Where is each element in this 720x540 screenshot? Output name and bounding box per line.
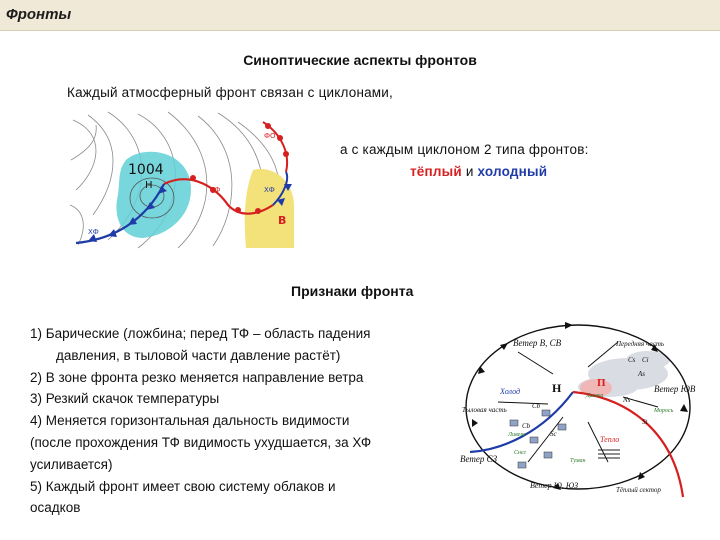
sign-line: 1) Барические (ложбина; перед ТФ – область падения (30, 326, 371, 341)
sign-line: 3) Резкий скачок температуры (30, 391, 220, 407)
diagram-haze: Дымка (586, 393, 604, 399)
sign-line: осадков (30, 500, 81, 516)
map-cold-front-label: ХФ (88, 228, 99, 236)
map-warm-front-label: ТФ (210, 186, 221, 194)
synoptic-map (68, 110, 296, 250)
map-pressure-label: 1004 (128, 162, 164, 178)
slide-title: Синоптические аспекты фронтов (243, 52, 477, 68)
sign-line: (после прохождения ТФ видимость ухудшается, за ХФ (30, 434, 372, 450)
diagram-snow: Снег (514, 450, 526, 456)
sign-line: давления, в тыловой части давление растёт) (56, 347, 341, 363)
diagram-wind-right: Ветер ЮВ (654, 384, 696, 394)
header-title: Фронты (6, 6, 72, 23)
cold-front-word: холодный (477, 164, 548, 179)
diagram-wind-top: Ветер В, СВ (513, 338, 562, 348)
map-cold-front-label-right: ХФ (264, 186, 275, 194)
front-types-text: а с каждым циклоном 2 типа фронтов: (340, 142, 589, 157)
sign-line: усиливается) (30, 456, 113, 472)
diagram-downpour: Ливень (508, 432, 527, 438)
diagram-fog: Туман (570, 458, 586, 464)
diagram-rear-part: Тыловая часть (462, 406, 507, 414)
header-bar (0, 0, 720, 31)
cloud-label: Cb (532, 402, 541, 410)
diagram-cold-label: Холод (500, 387, 521, 396)
diagram-front-part: Передняя часть (616, 340, 665, 348)
diagram-low-label: Н (552, 381, 562, 395)
cloud-label: Ns (623, 396, 631, 404)
cloud-label: Cb (522, 422, 531, 430)
signs-list (30, 323, 460, 519)
diagram-high-label: П (597, 377, 606, 389)
sign-line: 5) Каждый фронт имеет свою систему облаков и (30, 478, 336, 494)
map-occlusion-label: ФО (264, 132, 276, 140)
signs-title: Признаки фронта (291, 283, 414, 299)
map-low-label: Н (145, 180, 153, 191)
cloud-label: St (642, 418, 648, 426)
map-high-label: В (278, 214, 287, 227)
diagram-drizzle: Морось (654, 408, 674, 414)
sign-line: 2) В зоне фронта резко меняется направление ветра (30, 369, 364, 385)
intro-text: Каждый атмосферный фронт связан с циклонами, (67, 85, 393, 100)
cloud-label: Ci (642, 356, 649, 364)
diagram-warm-sector: Тёплый сектор (616, 486, 661, 494)
diagram-wind-left: Ветер СЗ (460, 454, 498, 464)
diagram-warm-label: Тепло (600, 435, 620, 444)
warm-front-word: тёплый (410, 164, 462, 179)
front-types-names (410, 164, 547, 179)
sign-line: 4) Меняется горизонтальная дальность видимости (30, 413, 350, 429)
cloud-label: As (638, 370, 645, 378)
front-types-and: и (461, 164, 478, 179)
cyclone-diagram (458, 312, 698, 502)
cloud-label: Cs (628, 356, 636, 364)
diagram-wind-bottom: Ветер Ю, ЮЗ (530, 481, 579, 490)
cloud-label: Sc (550, 430, 557, 438)
